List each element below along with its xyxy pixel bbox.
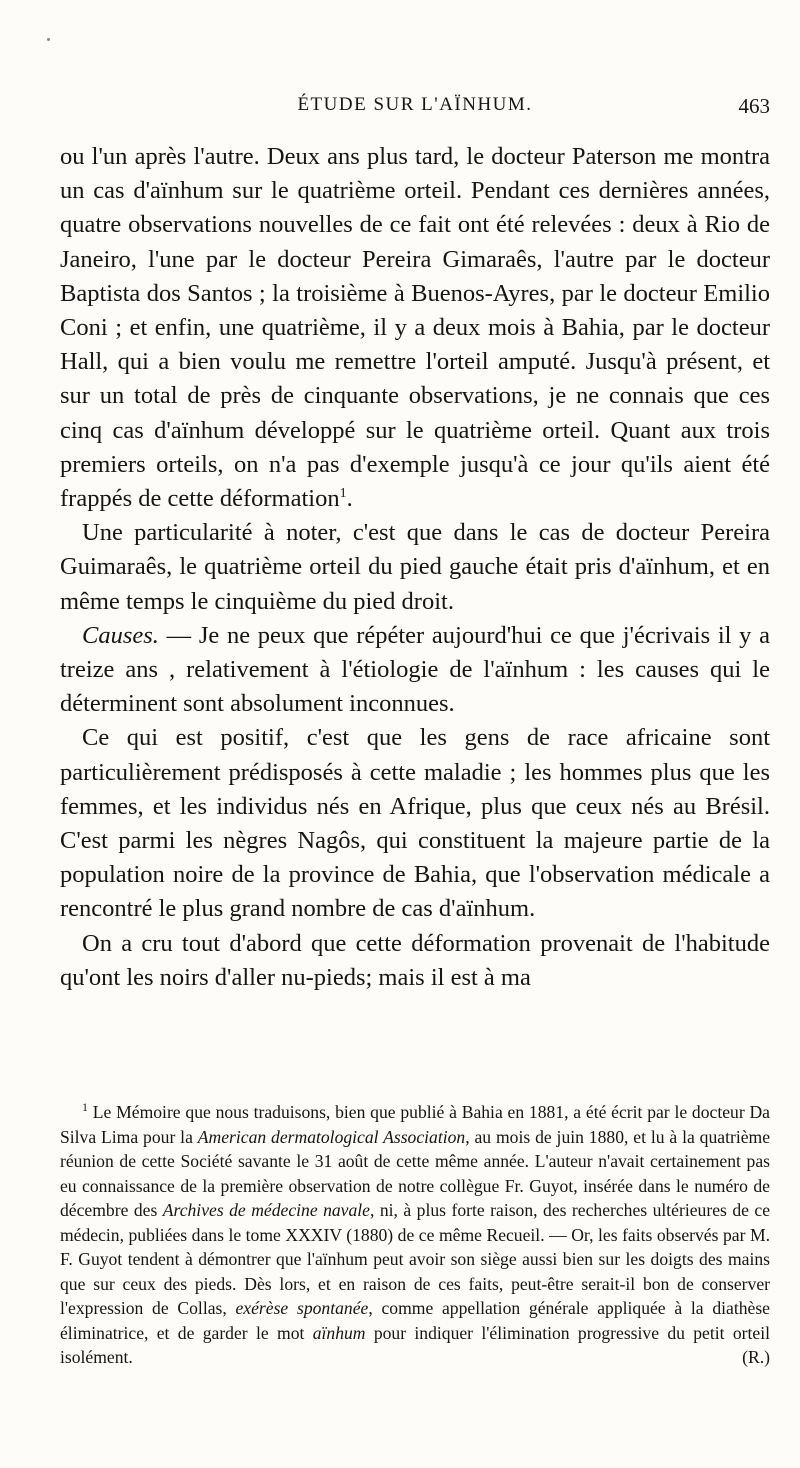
paragraph-5: On a cru tout d'abord que cette déformation provenait de l'habitude qu'ont les noirs d'aller nu-pieds; mais il est à ma — [60, 929, 770, 991]
paragraph-4: Ce qui est positif, c'est que les gens de race africaine sont particulièrement prédisposés à cette maladie ; les hommes plus que les femmes, et les individus nés en Afrique, plus que ceux nés au Brésil. C'est parmi les nègres Nagôs, qui constituent la majeure partie de la population noire de la province de Bahia, que l'observation médicale a rencontré le plus grand nombre de cas d'aïnhum. — [60, 724, 770, 923]
footnote-italic-archives: Archives de médecine navale — [162, 1200, 370, 1220]
paragraph-1-end: . — [346, 485, 353, 513]
footnote-italic-ainhum: aïnhum — [312, 1322, 366, 1343]
footnote-text-2: , au mois de juin 1880, et lu à la quatrième réunion de cette Société savante le 31 août de cette même année. L'auteur n'avait certainement pas eu connaissance de la première observation de notre collègue Fr. Guyot, insérée dans le numéro de décembre des — [60, 1126, 771, 1220]
paragraph-2: Une particularité à noter, c'est que dans le cas de docteur Pereira Guimaraês, le quatrième orteil du pied gauche était pris d'aïnhum, et en même temps le cinquième du pied droit. — [60, 519, 770, 615]
body-text — [60, 140, 770, 995]
footnote-reference: 1 — [339, 485, 347, 501]
page-header — [60, 94, 770, 124]
running-title: ÉTUDE SUR L'AÏNHUM. — [297, 94, 533, 115]
paragraph-3 — [60, 619, 770, 722]
footnote-text-4: , comme appellation générale appliquée à la diathèse éliminatrice, et de garder le mot — [60, 1298, 770, 1343]
paragraph-1 — [60, 140, 770, 516]
causes-label: Causes. — [82, 621, 159, 649]
page-number: 463 — [738, 94, 770, 118]
footnote-signature: (R.) — [742, 1347, 770, 1367]
paragraph-1-text: ou l'un après l'autre. Deux ans plus tard, le docteur Paterson me montra un cas d'aïnhum sur le quatrième orteil. Pendant ces dernières années, quatre observations nouvelles de ce fait ont été relevées : deux à Rio de Janeiro, l'une par le docteur Pereira Gimaraês, l'autre par le docteur Baptista dos Santos ; la troisième à Buenos-Ayres, par le docteur Emilio Coni ; et enfin, une quatrième, il y a deux mois à Bahia, par le docteur Hall, qui a bien voulu me remettre l'orteil amputé. Jusqu'à présent, et sur un total de près de cinquante observations, je ne connais que ces cinq cas d'aïnhum développé sur le quatrième orteil. Quant aux trois premiers orteils, on n'a pas d'exemple jusqu'à ce jour qu'ils aient été frappés de cette déformation — [60, 143, 770, 513]
footnote-1 — [60, 1100, 770, 1370]
footnote-mark: 1 — [82, 1100, 88, 1115]
paragraph-3-text: — Je ne peux que répéter aujourd'hui ce que j'écrivais il y a treize ans , relativement à l'étiologie de l'aïnhum : les causes qui le déterminent sont absolument inconnues. — [60, 621, 770, 718]
footnote-italic-association: American dermatological Association — [197, 1126, 466, 1147]
footnotes — [60, 1100, 770, 1370]
footnote-text-1: Le Mémoire que nous traduisons, bien que publié à Bahia en 1881, a été écrit par le docteur Da Silva Lima pour la — [60, 1102, 770, 1147]
footnote-text-3: , ni, à plus forte raison, des recherches ultérieures de ce médecin, publiées dans le tome XXXIV (1880) de ce même Recueil. — Or, les faits observés par M. F. Guyot tendent à démontrer que l'aïnhum peut avoir son siège aussi bien sur les doigts des mains que sur ceux des pieds. Dès lors, et en raison de ces faits, peut-être serait-il bon de conserver l'expression de Collas, — [60, 1200, 771, 1318]
footnote-text-5: pour indiquer l'élimination progressive du petit orteil isolément. — [60, 1322, 770, 1367]
footnote-italic-exerese: exérèse spontanée — [235, 1298, 369, 1318]
paper-speck — [47, 38, 50, 41]
